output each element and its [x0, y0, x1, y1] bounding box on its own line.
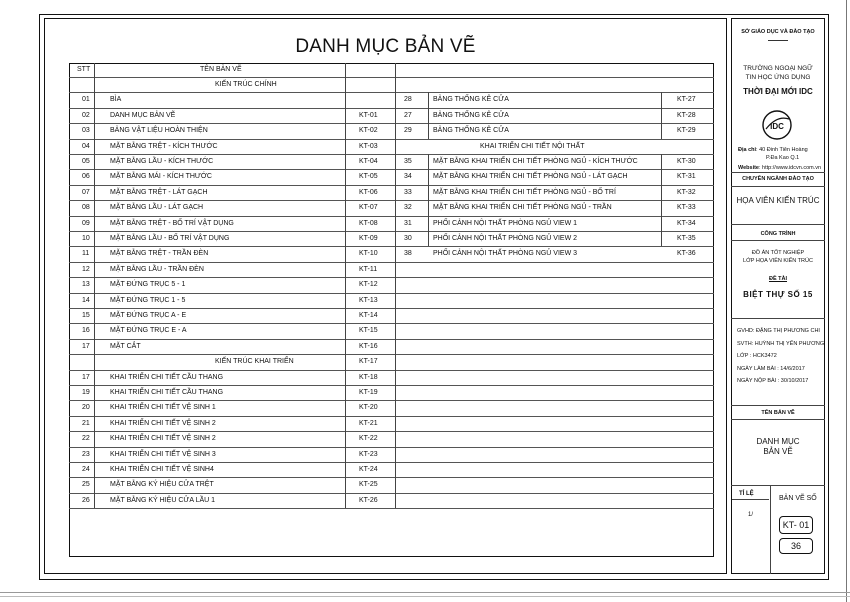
- row-name: MẶT ĐỨNG TRỤC A - E: [110, 312, 187, 319]
- table-row: [69, 308, 714, 323]
- row-name: MẶT BẰNG TRỆT - LÁT GẠCH: [110, 188, 208, 196]
- table-row: [69, 185, 714, 200]
- section-title: KIẾN TRÚC KHAI TRIỂN: [215, 358, 294, 366]
- row-stt: 26: [82, 496, 90, 504]
- drawing-name-label: TÊN BẢN VẼ: [761, 410, 795, 416]
- row-code: KT-21: [359, 419, 378, 427]
- student: SVTH: HUỲNH THỊ YẾN PHƯƠNG: [737, 341, 825, 347]
- row-stt: 32: [404, 204, 412, 212]
- major-value: HỌA VIÊN KIẾN TRÚC: [736, 196, 820, 205]
- row-name: KHAI TRIỂN CHI TIẾT VỆ SINH 2: [110, 419, 216, 427]
- row-code: KT-27: [677, 96, 696, 104]
- row-stt: 31: [404, 219, 412, 227]
- row-stt: 19: [82, 389, 90, 396]
- row-code: KT-10: [359, 250, 378, 258]
- address-line2: P.Đa Kao Q.1: [766, 155, 800, 161]
- header-stt: STT: [77, 66, 91, 73]
- row-stt: 10: [82, 235, 90, 242]
- row-stt: 21: [82, 419, 90, 427]
- row-name: MẶT BẰNG LẦU - BỐ TRÍ VẬT DỤNG: [110, 235, 230, 242]
- row-code: KT-17: [359, 358, 378, 366]
- row-name: PHỐI CẢNH NỘI THẤT PHÒNG NGỦ VIEW 2: [433, 235, 578, 242]
- row-code: KT-31: [677, 173, 696, 181]
- row-stt: 17: [82, 373, 90, 381]
- topic-label: ĐỀ TÀI: [768, 276, 788, 282]
- row-name: MẶT BẰNG TRỆT - BỐ TRÍ VẬT DỤNG: [110, 219, 234, 227]
- school-line1: TRƯỜNG NGOẠI NGỮ: [743, 65, 813, 72]
- project-line1: ĐỒ ÁN TỐT NGHIỆP: [751, 250, 805, 256]
- row-stt: 33: [404, 188, 412, 196]
- row-name: MẶT ĐỨNG TRỤC E - A: [110, 327, 187, 335]
- row-stt: 15: [82, 312, 90, 319]
- row-code: KT-32: [677, 188, 696, 196]
- divider: [731, 224, 825, 225]
- sheet-number-box: 36: [779, 538, 813, 554]
- school-line2: TIN HỌC ỨNG DỤNG: [745, 74, 811, 81]
- sheet-no-label: BẢN VẼ SỐ: [779, 495, 817, 502]
- table-row: [69, 154, 714, 169]
- row-name: MẶT BẰNG LẦU - LÁT GẠCH: [110, 204, 204, 212]
- divider: [731, 172, 825, 173]
- row-stt: 24: [82, 466, 90, 473]
- row-stt: 34: [404, 173, 412, 181]
- row-stt: 12: [82, 265, 90, 273]
- table-row: [69, 293, 714, 308]
- row-code: KT-23: [359, 450, 378, 458]
- row-name: PHỐI CẢNH NỘI THẤT PHÒNG NGỦ VIEW 3: [433, 250, 578, 258]
- row-name: MẶT BẰNG TRỆT - TRẦN ĐÈN: [110, 250, 209, 258]
- table-row: [69, 277, 714, 292]
- row-code: KT-26: [359, 496, 378, 504]
- right-section-title: KHAI TRIỂN CHI TIẾT NỘI THẤT: [480, 142, 585, 150]
- project-label: CÔNG TRÌNH: [760, 231, 796, 237]
- row-stt: 20: [82, 404, 90, 412]
- row-name: BẢNG VẬT LIỆU HOÀN THIỆN: [110, 127, 208, 135]
- row-name: KHAI TRIỂN CHI TIẾT VỆ SINH 2: [110, 435, 216, 443]
- row-code: KT-07: [359, 204, 378, 212]
- table-row: [69, 169, 714, 184]
- row-name: BẢNG THỐNG KÊ CỬA: [433, 96, 509, 104]
- table-row: [69, 385, 714, 400]
- row-stt: 08: [82, 204, 90, 212]
- row-name: PHỐI CẢNH NỘI THẤT PHÒNG NGỦ VIEW 1: [433, 219, 578, 227]
- table-row: [69, 462, 714, 477]
- section-title: KIẾN TRÚC CHÍNH: [215, 81, 277, 88]
- table-row: [69, 339, 714, 354]
- row-stt: 09: [82, 219, 90, 227]
- row-stt: 06: [82, 173, 90, 181]
- page-edge: [0, 592, 850, 593]
- row-stt: 04: [82, 142, 90, 150]
- divider: [731, 318, 825, 319]
- header-name: TÊN BẢN VẼ: [200, 66, 242, 73]
- row-stt: 03: [82, 127, 90, 135]
- date-done: NGÀY LÀM BÀI : 14/6/2017: [737, 366, 805, 372]
- row-stt: 29: [404, 127, 412, 135]
- row-name: MẶT ĐỨNG TRỤC 5 - 1: [110, 281, 186, 289]
- department-label: SỞ GIÁO DỤC VÀ ĐÀO TẠO: [741, 29, 815, 35]
- row-code: KT-04: [359, 158, 378, 165]
- section-heading: [69, 77, 714, 92]
- topic-value: BIỆT THỰ SỐ 15: [743, 290, 813, 299]
- row-name: MẶT BẰNG KÝ HIỆU CỬA LẦU 1: [110, 496, 216, 504]
- row-code: KT-36: [677, 250, 696, 258]
- row-name: MẶT BẰNG KHAI TRIỂN CHI TIẾT PHÒNG NGỦ - KÍCH THƯỚC: [433, 158, 638, 165]
- divider: [731, 485, 825, 486]
- table-row: [69, 370, 714, 385]
- row-code: KT-20: [359, 404, 378, 412]
- row-code: KT-01: [359, 111, 378, 119]
- row-name: MẶT BẰNG KÝ HIỆU CỬA TRỆT: [110, 481, 214, 489]
- row-stt: 25: [82, 481, 90, 489]
- table-row: [69, 447, 714, 462]
- row-stt: 27: [404, 111, 412, 119]
- row-code: KT-30: [677, 158, 696, 165]
- row-name: KHAI TRIỂN CHI TIẾT CẦU THANG: [110, 373, 224, 381]
- row-name: MẶT BẰNG LẦU - TRẦN ĐÈN: [110, 265, 204, 273]
- row-code: KT-09: [359, 235, 378, 242]
- sheet-code-box: KT- 01: [779, 516, 813, 534]
- row-code: KT-06: [359, 188, 378, 196]
- instructor: GVHD: ĐẶNG THỊ PHƯƠNG CHI: [737, 328, 820, 334]
- row-code: KT-14: [359, 312, 378, 319]
- scale-label: TỈ LỆ: [739, 491, 754, 497]
- table-row: [69, 216, 714, 231]
- row-stt: 13: [82, 281, 90, 289]
- table-row: [69, 431, 714, 446]
- table-row: [69, 416, 714, 431]
- row-name: DANH MỤC BẢN VẼ: [110, 111, 176, 119]
- row-code: KT-24: [359, 466, 378, 473]
- row-stt: 07: [82, 188, 90, 196]
- table-row: [69, 354, 714, 369]
- row-code: KT-05: [359, 173, 378, 181]
- row-code: KT-13: [359, 296, 378, 304]
- table-row: [69, 231, 714, 246]
- page-edge: [846, 0, 847, 602]
- row-name: MẶT BẰNG LẦU - KÍCH THƯỚC: [110, 158, 214, 165]
- row-stt: 16: [82, 327, 90, 335]
- class: LỚP : HCK3472: [737, 353, 777, 359]
- logo-text: IDC: [770, 122, 784, 131]
- address: Địa chỉ: 40 Đinh Tiên Hoàng: [738, 147, 808, 153]
- scale-value: 1/: [748, 512, 754, 518]
- table-row: [69, 477, 714, 492]
- row-name: BẢNG THỐNG KÊ CỬA: [433, 127, 509, 135]
- major-label: CHUYÊN NGÀNH ĐÀO TẠO: [742, 176, 814, 182]
- page-title: DANH MỤC BẢN VẼ: [295, 36, 476, 57]
- school-logo: [761, 109, 793, 141]
- divider: [731, 419, 825, 420]
- table-row: [69, 92, 714, 107]
- row-name: BÌA: [110, 96, 122, 104]
- page-edge: [0, 596, 850, 597]
- table-row: [69, 323, 714, 338]
- row-name: BẢNG THỐNG KÊ CỬA: [433, 111, 509, 119]
- row-code: KT-18: [359, 373, 378, 381]
- row-code: KT-11: [359, 265, 378, 273]
- row-stt: 22: [82, 435, 90, 443]
- divider: [770, 485, 771, 574]
- row-code: KT-34: [677, 219, 696, 227]
- row-stt: 11: [82, 250, 90, 258]
- date-submit: NGÀY NỘP BÀI : 30/10/2017: [737, 378, 809, 384]
- row-code: KT-16: [359, 342, 378, 350]
- table-row: [69, 200, 714, 215]
- row-code: KT-29: [677, 127, 696, 135]
- table-row: [69, 246, 714, 261]
- row-stt: 23: [82, 450, 90, 458]
- row-stt: 17: [82, 342, 90, 350]
- table-row: [69, 493, 714, 508]
- row-code: KT-02: [359, 127, 378, 135]
- row-code: KT-08: [359, 219, 378, 227]
- row-name: KHAI TRIỂN CHI TIẾT VỆ SINH 1: [110, 404, 216, 412]
- website: Website: http://www.idcvn.com.vn: [738, 165, 822, 171]
- table-header: [69, 63, 714, 77]
- divider: [731, 405, 825, 406]
- row-name: KHAI TRIỂN CHI TIẾT VỆ SINH 3: [110, 450, 216, 458]
- row-name: MẶT BẰNG KHAI TRIỂN CHI TIẾT PHÒNG NGỦ - TRẦN: [433, 204, 612, 212]
- project-line2: LỚP HỌA VIÊN KIẾN TRÚC: [743, 258, 813, 264]
- drawing-name-line1: DANH MỤC: [756, 437, 800, 446]
- row-stt: 30: [404, 235, 412, 242]
- row-code: KT-12: [359, 281, 378, 289]
- row-stt: 02: [82, 111, 90, 119]
- row-code: KT-35: [677, 235, 696, 242]
- table-row: [69, 262, 714, 277]
- table-row: [69, 123, 714, 138]
- divider: [732, 499, 769, 500]
- section-heading: [69, 139, 714, 154]
- row-code: KT-03: [359, 142, 378, 150]
- row-name: KHAI TRIỂN CHI TIẾT CẦU THANG: [110, 389, 224, 396]
- row-name: MẶT BẰNG KHAI TRIỂN CHI TIẾT PHÒNG NGỦ - BỐ TRÍ: [433, 188, 616, 196]
- drawing-name-line2: BẢN VẼ: [763, 447, 793, 456]
- row-code: KT-15: [359, 327, 378, 335]
- row-stt: 01: [82, 96, 90, 104]
- row-code: KT-33: [677, 204, 696, 212]
- table-row: [69, 108, 714, 123]
- row-name: KHAI TRIỂN CHI TIẾT VỆ SINH4: [110, 466, 214, 473]
- row-stt: 38: [404, 250, 412, 258]
- row-code: KT-22: [359, 435, 378, 443]
- row-code: KT-19: [359, 389, 378, 396]
- row-line: [69, 508, 714, 509]
- row-name: MẶT BẰNG TRỆT - KÍCH THƯỚC: [110, 142, 218, 150]
- row-stt: 28: [404, 96, 412, 104]
- row-code: KT-28: [677, 111, 696, 119]
- row-code: KT-25: [359, 481, 378, 489]
- row-stt: 14: [82, 296, 90, 304]
- row-name: MẶT ĐỨNG TRỤC 1 - 5: [110, 296, 186, 304]
- row-name: MẶT BẰNG MÁI - KÍCH THƯỚC: [110, 173, 212, 181]
- divider: [768, 40, 788, 41]
- divider: [731, 186, 825, 187]
- row-name: MẶT BẰNG KHAI TRIỂN CHI TIẾT PHÒNG NGỦ - LÁT GẠCH: [433, 173, 628, 181]
- table-row: [69, 400, 714, 415]
- row-stt: 35: [404, 158, 412, 165]
- row-stt: 05: [82, 158, 90, 165]
- divider: [731, 240, 825, 241]
- school-name: THỜI ĐẠI MỚI IDC: [743, 87, 813, 96]
- row-name: MẶT CẮT: [110, 342, 141, 350]
